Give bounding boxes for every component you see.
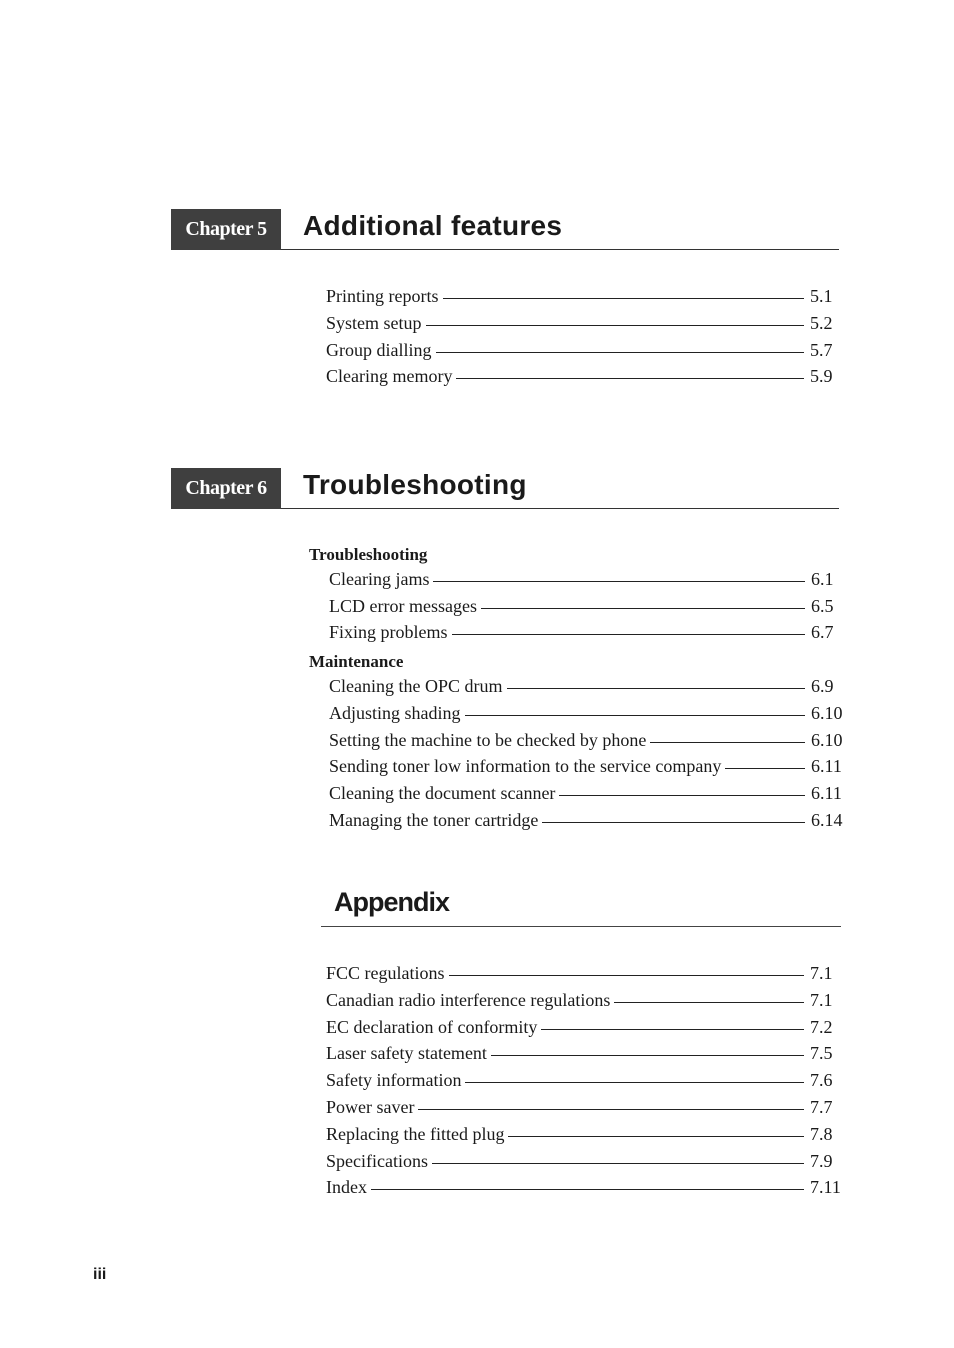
- toc-entry-label: Adjusting shading: [329, 702, 461, 723]
- toc-section-heading: Maintenance: [309, 652, 404, 672]
- chapter-6-toc: [309, 542, 847, 837]
- toc-leader: [465, 715, 805, 716]
- toc-entry[interactable]: [329, 730, 847, 757]
- toc-entry-label: Cleaning the document scanner: [329, 783, 556, 804]
- toc-entry-page: 6.7: [811, 622, 834, 643]
- toc-leader: [456, 378, 804, 379]
- toc-entry-label: System setup: [326, 312, 422, 333]
- toc-entry[interactable]: [326, 990, 846, 1017]
- toc-leader: [559, 795, 805, 796]
- toc-leader: [452, 634, 805, 635]
- toc-entry-label: EC declaration of conformity: [326, 1016, 538, 1037]
- toc-leader: [542, 822, 805, 823]
- chapter-5-tab: Chapter 5: [171, 209, 281, 250]
- toc-entry-label: Replacing the fitted plug: [326, 1123, 505, 1144]
- toc-entry-page: 5.9: [810, 366, 833, 387]
- toc-entry-page: 7.8: [810, 1123, 833, 1144]
- toc-entry-label: Sending toner low information to the service company: [329, 756, 722, 777]
- toc-entry-page: 6.5: [811, 595, 834, 616]
- toc-leader: [443, 298, 805, 299]
- toc-leader: [371, 1189, 804, 1190]
- toc-leader: [507, 688, 806, 689]
- toc-entry-label: Power saver: [326, 1096, 415, 1117]
- toc-entry-page: 5.1: [810, 286, 833, 306]
- toc-entry-label: Fixing problems: [329, 622, 448, 643]
- appendix-title: Appendix: [334, 887, 450, 917]
- toc-entry[interactable]: [329, 676, 847, 703]
- toc-entry-label: Setting the machine to be checked by phone: [329, 729, 647, 750]
- chapter-6-title: Troubleshooting: [303, 469, 527, 500]
- toc-leader: [491, 1055, 804, 1056]
- toc-entry[interactable]: [329, 783, 847, 810]
- toc-leader: [541, 1029, 804, 1030]
- toc-entry-page: 7.1: [810, 989, 833, 1010]
- toc-entry-page: 7.1: [810, 963, 833, 983]
- toc-leader: [449, 975, 804, 976]
- toc-entry[interactable]: [326, 1017, 846, 1044]
- toc-entry-page: 7.2: [810, 1016, 833, 1037]
- toc-entry[interactable]: [329, 596, 847, 623]
- toc-entry-label: Printing reports: [326, 286, 439, 306]
- appendix-toc: [326, 963, 846, 1204]
- toc-entry[interactable]: [326, 963, 846, 990]
- toc-entry-page: 6.1: [811, 568, 834, 589]
- toc-entry-page: 6.11: [811, 783, 842, 804]
- toc-entry[interactable]: [326, 340, 846, 367]
- toc-entry-page: 6.9: [811, 675, 834, 696]
- toc-entry-label: Clearing memory: [326, 366, 453, 387]
- toc-entry-label: Cleaning the OPC drum: [329, 675, 503, 696]
- toc-entry[interactable]: [329, 569, 847, 596]
- toc-entry-label: Group dialling: [326, 339, 432, 360]
- toc-entry[interactable]: [326, 313, 846, 340]
- toc-entry-page: 7.7: [810, 1096, 833, 1117]
- toc-entry[interactable]: [329, 622, 847, 649]
- toc-entry-page: 6.14: [811, 809, 843, 830]
- toc-entry[interactable]: [326, 1151, 846, 1178]
- toc-entry[interactable]: [326, 366, 846, 393]
- toc-leader: [436, 352, 805, 353]
- toc-entry[interactable]: [326, 1177, 846, 1204]
- toc-leader: [614, 1002, 804, 1003]
- toc-entry-label: Safety information: [326, 1070, 462, 1091]
- toc-entry-page: 5.2: [810, 312, 833, 333]
- toc-entry-label: Index: [326, 1177, 367, 1198]
- toc-leader: [650, 742, 805, 743]
- toc-entry-page: 7.6: [810, 1070, 833, 1091]
- toc-entry-page: 7.5: [810, 1043, 833, 1064]
- chapter-5-rule: [281, 249, 839, 250]
- toc-entry[interactable]: [326, 1097, 846, 1124]
- toc-entry-page: 6.10: [811, 729, 843, 750]
- chapter-5-toc: [326, 286, 846, 393]
- toc-leader: [426, 325, 804, 326]
- toc-leader: [418, 1109, 804, 1110]
- toc-entry[interactable]: [329, 703, 847, 730]
- toc-entry[interactable]: [326, 1124, 846, 1151]
- chapter-6-tab: Chapter 6: [171, 468, 281, 509]
- toc-leader: [432, 1163, 804, 1164]
- toc-entry-page: 7.9: [810, 1150, 833, 1171]
- toc-entry[interactable]: [326, 1070, 846, 1097]
- toc-entry-page: 6.11: [811, 756, 842, 777]
- appendix-rule: [321, 926, 841, 927]
- toc-leader: [725, 768, 805, 769]
- toc-entry-label: LCD error messages: [329, 595, 477, 616]
- toc-entry-label: Laser safety statement: [326, 1043, 487, 1064]
- toc-entry-label: Clearing jams: [329, 568, 430, 589]
- toc-entry-label: FCC regulations: [326, 963, 445, 983]
- toc-entry-label: Canadian radio interference regulations: [326, 989, 611, 1010]
- toc-leader: [481, 608, 805, 609]
- toc-leader: [433, 581, 805, 582]
- chapter-6-rule: [281, 508, 839, 509]
- toc-entry[interactable]: [326, 1043, 846, 1070]
- toc-entry-page: 5.7: [810, 339, 833, 360]
- toc-entry[interactable]: [326, 286, 846, 313]
- toc-entry-page: 6.10: [811, 702, 843, 723]
- toc-entry-label: Specifications: [326, 1150, 428, 1171]
- toc-entry-page: 7.11: [810, 1177, 841, 1198]
- toc-section-heading: Troubleshooting: [309, 545, 428, 564]
- toc-leader: [508, 1136, 804, 1137]
- toc-entry[interactable]: [329, 810, 847, 837]
- toc-entry[interactable]: [329, 756, 847, 783]
- page-number: iii: [93, 1266, 107, 1283]
- toc-leader: [465, 1082, 804, 1083]
- chapter-5-title: Additional features: [303, 210, 563, 241]
- toc-entry-label: Managing the toner cartridge: [329, 809, 539, 830]
